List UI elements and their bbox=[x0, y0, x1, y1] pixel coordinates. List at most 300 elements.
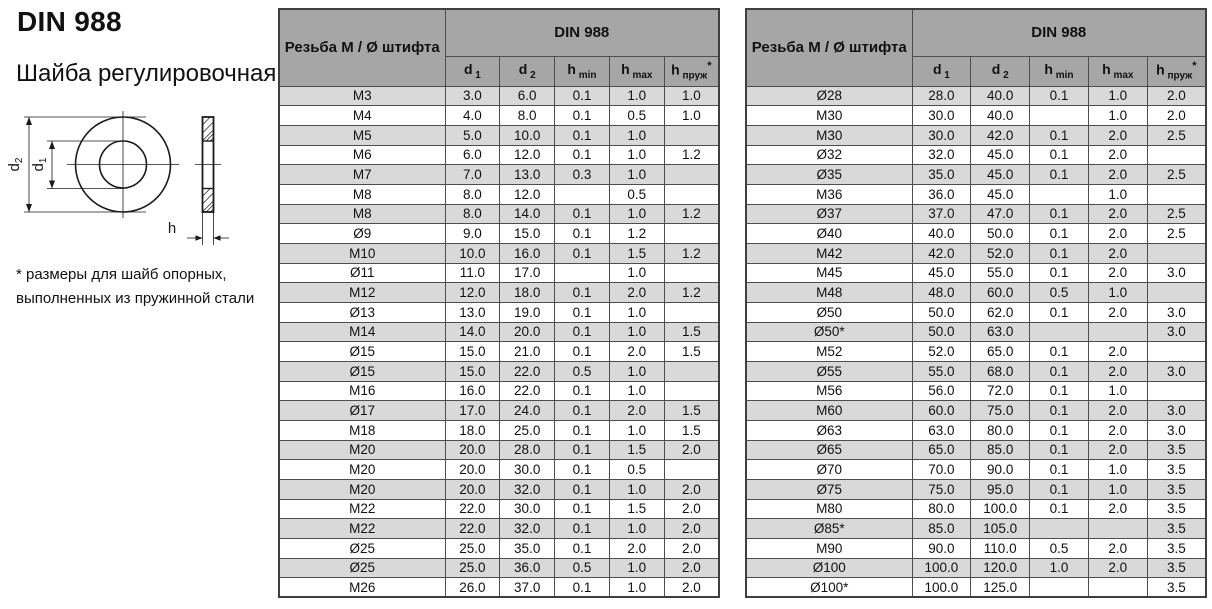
value-cell: 1.5 bbox=[664, 401, 719, 421]
thread-size-cell: Ø65 bbox=[746, 440, 912, 460]
thread-size-cell: M30 bbox=[746, 106, 912, 126]
table-row bbox=[279, 381, 719, 401]
value-cell: 0.1 bbox=[1030, 263, 1089, 283]
thread-size-cell: Ø28 bbox=[746, 86, 912, 106]
value-cell bbox=[1088, 322, 1147, 342]
value-cell: 30.0 bbox=[912, 125, 971, 145]
value-cell: 1.5 bbox=[664, 342, 719, 362]
value-cell: 2.0 bbox=[1088, 145, 1147, 165]
value-cell: 42.0 bbox=[912, 243, 971, 263]
value-cell: 22.0 bbox=[500, 361, 555, 381]
value-cell: 1.0 bbox=[609, 420, 664, 440]
value-cell: 2.0 bbox=[1088, 420, 1147, 440]
value-cell: 85.0 bbox=[912, 519, 971, 539]
value-cell bbox=[1147, 381, 1206, 401]
thread-size-cell: Ø11 bbox=[279, 263, 445, 283]
value-cell: 2.0 bbox=[1147, 86, 1206, 106]
value-cell: 3.5 bbox=[1147, 519, 1206, 539]
table-row bbox=[279, 322, 719, 342]
value-cell: 2.0 bbox=[1088, 538, 1147, 558]
thread-size-cell: Ø17 bbox=[279, 401, 445, 421]
value-cell bbox=[664, 165, 719, 185]
value-cell: 52.0 bbox=[912, 342, 971, 362]
thread-size-cell: M8 bbox=[279, 184, 445, 204]
value-cell: 0.1 bbox=[1030, 145, 1089, 165]
thread-size-cell: Ø63 bbox=[746, 420, 912, 440]
value-cell: 80.0 bbox=[971, 420, 1030, 440]
value-cell: 17.0 bbox=[500, 263, 555, 283]
value-cell: 20.0 bbox=[445, 460, 500, 480]
thread-size-cell: M4 bbox=[279, 106, 445, 126]
table-row bbox=[279, 558, 719, 578]
value-cell: 22.0 bbox=[500, 381, 555, 401]
value-cell: 1.0 bbox=[1088, 184, 1147, 204]
value-cell: 0.1 bbox=[555, 243, 610, 263]
value-cell: 0.5 bbox=[609, 184, 664, 204]
column-header-thread: Резьба М / Ø штифта bbox=[279, 9, 445, 86]
value-cell: 47.0 bbox=[971, 204, 1030, 224]
value-cell: 3.5 bbox=[1147, 460, 1206, 480]
value-cell: 2.0 bbox=[609, 283, 664, 303]
value-cell: 28.0 bbox=[500, 440, 555, 460]
thread-size-cell: Ø15 bbox=[279, 342, 445, 362]
value-cell bbox=[1147, 243, 1206, 263]
value-cell: 0.1 bbox=[555, 322, 610, 342]
value-cell: 11.0 bbox=[445, 263, 500, 283]
table-row bbox=[279, 283, 719, 303]
thread-size-cell: Ø13 bbox=[279, 302, 445, 322]
thread-size-cell: Ø40 bbox=[746, 224, 912, 244]
column-header-thread: Резьба М / Ø штифта bbox=[746, 9, 912, 86]
value-cell: 0.1 bbox=[1030, 361, 1089, 381]
value-cell: 1.0 bbox=[1088, 283, 1147, 303]
value-cell: 0.1 bbox=[1030, 499, 1089, 519]
value-cell: 75.0 bbox=[912, 479, 971, 499]
value-cell: 26.0 bbox=[445, 578, 500, 598]
value-cell: 2.5 bbox=[1147, 125, 1206, 145]
value-cell bbox=[664, 263, 719, 283]
value-cell: 3.5 bbox=[1147, 538, 1206, 558]
value-cell: 30.0 bbox=[500, 460, 555, 480]
value-cell: 0.1 bbox=[555, 283, 610, 303]
thread-size-cell: Ø37 bbox=[746, 204, 912, 224]
table-row bbox=[746, 106, 1206, 126]
table-row bbox=[279, 342, 719, 362]
value-cell: 1.0 bbox=[1088, 479, 1147, 499]
value-cell: 105.0 bbox=[971, 519, 1030, 539]
value-cell: 3.0 bbox=[1147, 361, 1206, 381]
table-row bbox=[746, 420, 1206, 440]
value-cell: 1.0 bbox=[1088, 106, 1147, 126]
value-cell: 80.0 bbox=[912, 499, 971, 519]
table-row bbox=[279, 125, 719, 145]
value-cell: 0.1 bbox=[1030, 479, 1089, 499]
table-row bbox=[746, 381, 1206, 401]
value-cell: 0.1 bbox=[555, 479, 610, 499]
table-row bbox=[746, 243, 1206, 263]
value-cell: 0.1 bbox=[1030, 224, 1089, 244]
table-row bbox=[279, 361, 719, 381]
table-row bbox=[279, 204, 719, 224]
table-row bbox=[279, 184, 719, 204]
value-cell: 2.5 bbox=[1147, 224, 1206, 244]
value-cell: 2.0 bbox=[664, 499, 719, 519]
value-cell: 2.0 bbox=[1088, 125, 1147, 145]
value-cell: 0.1 bbox=[1030, 401, 1089, 421]
value-cell: 17.0 bbox=[445, 401, 500, 421]
value-cell: 3.5 bbox=[1147, 578, 1206, 598]
value-cell: 2.0 bbox=[1088, 165, 1147, 185]
value-cell: 0.1 bbox=[555, 440, 610, 460]
value-cell: 65.0 bbox=[971, 342, 1030, 362]
value-cell: 0.1 bbox=[1030, 440, 1089, 460]
value-cell: 2.0 bbox=[1088, 204, 1147, 224]
thread-size-cell: M16 bbox=[279, 381, 445, 401]
value-cell: 0.1 bbox=[1030, 302, 1089, 322]
value-cell: 1.0 bbox=[609, 361, 664, 381]
value-cell: 0.1 bbox=[555, 302, 610, 322]
value-cell: 0.1 bbox=[555, 578, 610, 598]
column-header-h-min: h $_{min}$ bbox=[555, 56, 610, 86]
table-row bbox=[279, 578, 719, 598]
washer-technical-drawing bbox=[0, 105, 260, 260]
spec-table-left bbox=[278, 8, 720, 598]
table-row bbox=[279, 86, 719, 106]
value-cell: 12.0 bbox=[500, 184, 555, 204]
value-cell: 50.0 bbox=[912, 322, 971, 342]
value-cell: 32.0 bbox=[500, 479, 555, 499]
table-row bbox=[279, 420, 719, 440]
value-cell: 45.0 bbox=[912, 263, 971, 283]
value-cell bbox=[664, 125, 719, 145]
table-row bbox=[279, 460, 719, 480]
value-cell: 36.0 bbox=[500, 558, 555, 578]
value-cell: 0.5 bbox=[609, 460, 664, 480]
column-group-header-din988: DIN 988 bbox=[912, 9, 1206, 56]
value-cell: 2.5 bbox=[1147, 204, 1206, 224]
value-cell: 12.0 bbox=[500, 145, 555, 165]
value-cell: 6.0 bbox=[500, 86, 555, 106]
column-header-d2: d $_2$ bbox=[971, 56, 1030, 86]
value-cell: 10.0 bbox=[500, 125, 555, 145]
column-group-header-din988: DIN 988 bbox=[445, 9, 719, 56]
value-cell: 85.0 bbox=[971, 440, 1030, 460]
value-cell: 2.0 bbox=[664, 558, 719, 578]
value-cell: 15.0 bbox=[445, 342, 500, 362]
value-cell bbox=[1147, 283, 1206, 303]
value-cell: 0.1 bbox=[555, 499, 610, 519]
value-cell: 16.0 bbox=[500, 243, 555, 263]
value-cell: 2.0 bbox=[1088, 499, 1147, 519]
value-cell: 45.0 bbox=[971, 184, 1030, 204]
value-cell: 2.0 bbox=[1088, 263, 1147, 283]
table-row bbox=[746, 224, 1206, 244]
value-cell bbox=[1030, 184, 1089, 204]
value-cell: 1.0 bbox=[609, 125, 664, 145]
thread-size-cell: M20 bbox=[279, 460, 445, 480]
table-row bbox=[746, 519, 1206, 539]
value-cell: 0.1 bbox=[555, 381, 610, 401]
thread-size-cell: M22 bbox=[279, 519, 445, 539]
value-cell: 40.0 bbox=[912, 224, 971, 244]
value-cell: 0.1 bbox=[555, 106, 610, 126]
d2-label: $d_2$ bbox=[6, 157, 25, 172]
value-cell bbox=[664, 302, 719, 322]
table-row bbox=[279, 165, 719, 185]
spec-table-right bbox=[745, 8, 1207, 598]
value-cell: 1.0 bbox=[664, 86, 719, 106]
value-cell: 0.1 bbox=[555, 342, 610, 362]
table-row bbox=[746, 479, 1206, 499]
value-cell: 0.1 bbox=[1030, 381, 1089, 401]
thread-size-cell: Ø15 bbox=[279, 361, 445, 381]
thread-size-cell: M90 bbox=[746, 538, 912, 558]
thread-size-cell: M20 bbox=[279, 440, 445, 460]
table-row bbox=[746, 460, 1206, 480]
value-cell: 15.0 bbox=[500, 224, 555, 244]
value-cell: 0.5 bbox=[555, 558, 610, 578]
thread-size-cell: M45 bbox=[746, 263, 912, 283]
value-cell: 40.0 bbox=[971, 106, 1030, 126]
value-cell: 37.0 bbox=[500, 578, 555, 598]
value-cell: 0.1 bbox=[1030, 420, 1089, 440]
value-cell: 1.0 bbox=[609, 519, 664, 539]
thread-size-cell: Ø100 bbox=[746, 558, 912, 578]
table-row bbox=[746, 125, 1206, 145]
column-header-h-max: h $_{max}$ bbox=[1088, 56, 1147, 86]
value-cell: 1.0 bbox=[609, 322, 664, 342]
table-row bbox=[746, 145, 1206, 165]
thread-size-cell: M56 bbox=[746, 381, 912, 401]
d1-label: $d_1$ bbox=[30, 157, 49, 172]
table-row bbox=[746, 165, 1206, 185]
value-cell: 2.0 bbox=[1088, 302, 1147, 322]
value-cell: 55.0 bbox=[971, 263, 1030, 283]
value-cell: 2.0 bbox=[1088, 361, 1147, 381]
thread-size-cell: Ø35 bbox=[746, 165, 912, 185]
value-cell: 1.0 bbox=[609, 479, 664, 499]
value-cell: 72.0 bbox=[971, 381, 1030, 401]
value-cell: 32.0 bbox=[500, 519, 555, 539]
value-cell: 7.0 bbox=[445, 165, 500, 185]
thread-size-cell: M5 bbox=[279, 125, 445, 145]
value-cell: 28.0 bbox=[912, 86, 971, 106]
value-cell: 0.5 bbox=[1030, 283, 1089, 303]
value-cell bbox=[1030, 578, 1089, 598]
value-cell: 62.0 bbox=[971, 302, 1030, 322]
value-cell: 63.0 bbox=[971, 322, 1030, 342]
thread-size-cell: M6 bbox=[279, 145, 445, 165]
page-subtitle: Шайба регулировочная bbox=[16, 60, 277, 87]
table-row bbox=[279, 263, 719, 283]
column-header-d1: d $_1$ bbox=[912, 56, 971, 86]
value-cell: 18.0 bbox=[445, 420, 500, 440]
thread-size-cell: M3 bbox=[279, 86, 445, 106]
value-cell: 45.0 bbox=[971, 165, 1030, 185]
thread-size-cell: Ø32 bbox=[746, 145, 912, 165]
value-cell: 2.0 bbox=[1088, 342, 1147, 362]
table-row bbox=[279, 243, 719, 263]
value-cell: 2.0 bbox=[664, 479, 719, 499]
table-row bbox=[279, 479, 719, 499]
thread-size-cell: M10 bbox=[279, 243, 445, 263]
value-cell: 9.0 bbox=[445, 224, 500, 244]
table-row bbox=[279, 106, 719, 126]
value-cell: 0.1 bbox=[1030, 460, 1089, 480]
value-cell: 35.0 bbox=[912, 165, 971, 185]
value-cell: 100.0 bbox=[971, 499, 1030, 519]
thread-size-cell: M42 bbox=[746, 243, 912, 263]
value-cell: 22.0 bbox=[445, 499, 500, 519]
value-cell: 4.0 bbox=[445, 106, 500, 126]
thread-size-cell: Ø50* bbox=[746, 322, 912, 342]
value-cell: 32.0 bbox=[912, 145, 971, 165]
table-row bbox=[746, 86, 1206, 106]
value-cell: 20.0 bbox=[445, 479, 500, 499]
value-cell: 0.5 bbox=[1030, 538, 1089, 558]
value-cell: 2.5 bbox=[1147, 165, 1206, 185]
value-cell: 50.0 bbox=[912, 302, 971, 322]
value-cell: 0.1 bbox=[555, 460, 610, 480]
value-cell: 1.0 bbox=[609, 165, 664, 185]
value-cell bbox=[1147, 184, 1206, 204]
thread-size-cell: Ø70 bbox=[746, 460, 912, 480]
value-cell: 6.0 bbox=[445, 145, 500, 165]
table-row bbox=[279, 538, 719, 558]
value-cell: 13.0 bbox=[445, 302, 500, 322]
value-cell: 100.0 bbox=[912, 558, 971, 578]
value-cell: 0.5 bbox=[555, 361, 610, 381]
thread-size-cell: M48 bbox=[746, 283, 912, 303]
value-cell: 1.2 bbox=[664, 145, 719, 165]
value-cell: 2.0 bbox=[1088, 401, 1147, 421]
value-cell: 3.0 bbox=[1147, 420, 1206, 440]
value-cell: 0.1 bbox=[555, 538, 610, 558]
value-cell: 1.0 bbox=[609, 145, 664, 165]
value-cell: 3.0 bbox=[1147, 401, 1206, 421]
value-cell: 0.1 bbox=[1030, 204, 1089, 224]
value-cell: 3.5 bbox=[1147, 558, 1206, 578]
value-cell: 0.1 bbox=[1030, 86, 1089, 106]
thread-size-cell: M80 bbox=[746, 499, 912, 519]
table-row bbox=[279, 519, 719, 539]
value-cell: 110.0 bbox=[971, 538, 1030, 558]
value-cell: 68.0 bbox=[971, 361, 1030, 381]
value-cell: 1.2 bbox=[664, 243, 719, 263]
thread-size-cell: M8 bbox=[279, 204, 445, 224]
value-cell: 2.0 bbox=[609, 401, 664, 421]
table-row bbox=[746, 302, 1206, 322]
table-row bbox=[746, 322, 1206, 342]
value-cell: 15.0 bbox=[445, 361, 500, 381]
value-cell: 1.0 bbox=[664, 106, 719, 126]
value-cell: 0.5 bbox=[609, 106, 664, 126]
value-cell bbox=[1088, 578, 1147, 598]
value-cell: 19.0 bbox=[500, 302, 555, 322]
value-cell: 90.0 bbox=[971, 460, 1030, 480]
value-cell: 1.5 bbox=[609, 243, 664, 263]
value-cell: 0.1 bbox=[1030, 243, 1089, 263]
value-cell: 60.0 bbox=[971, 283, 1030, 303]
value-cell: 0.1 bbox=[555, 420, 610, 440]
value-cell: 1.0 bbox=[609, 263, 664, 283]
table-row bbox=[746, 184, 1206, 204]
table-row bbox=[279, 302, 719, 322]
value-cell: 8.0 bbox=[445, 204, 500, 224]
value-cell: 1.0 bbox=[1088, 86, 1147, 106]
value-cell: 1.5 bbox=[664, 322, 719, 342]
value-cell: 75.0 bbox=[971, 401, 1030, 421]
value-cell bbox=[664, 460, 719, 480]
value-cell: 1.5 bbox=[664, 420, 719, 440]
thread-size-cell: M26 bbox=[279, 578, 445, 598]
table-row bbox=[279, 224, 719, 244]
value-cell: 2.0 bbox=[609, 538, 664, 558]
value-cell: 2.0 bbox=[664, 519, 719, 539]
thread-size-cell: Ø100* bbox=[746, 578, 912, 598]
table-row bbox=[746, 538, 1206, 558]
value-cell: 30.0 bbox=[500, 499, 555, 519]
thread-size-cell: M30 bbox=[746, 125, 912, 145]
value-cell: 2.0 bbox=[1088, 224, 1147, 244]
hatch-bottom bbox=[203, 189, 214, 212]
column-header-h-max: h $_{max}$ bbox=[609, 56, 664, 86]
value-cell: 1.0 bbox=[1030, 558, 1089, 578]
thread-size-cell: M20 bbox=[279, 479, 445, 499]
column-header-d1: d $_1$ bbox=[445, 56, 500, 86]
footnote-line-1: * размеры для шайб опорных, bbox=[16, 266, 227, 283]
thread-size-cell: Ø9 bbox=[279, 224, 445, 244]
value-cell: 0.1 bbox=[1030, 342, 1089, 362]
value-cell: 0.1 bbox=[1030, 125, 1089, 145]
value-cell: 13.0 bbox=[500, 165, 555, 185]
table-row bbox=[279, 440, 719, 460]
value-cell bbox=[555, 184, 610, 204]
thread-size-cell: M12 bbox=[279, 283, 445, 303]
value-cell bbox=[664, 381, 719, 401]
thread-size-cell: M14 bbox=[279, 322, 445, 342]
value-cell: 1.0 bbox=[609, 558, 664, 578]
value-cell: 1.0 bbox=[1088, 460, 1147, 480]
value-cell: 2.0 bbox=[1088, 558, 1147, 578]
table-row bbox=[279, 401, 719, 421]
thread-size-cell: Ø75 bbox=[746, 479, 912, 499]
value-cell: 8.0 bbox=[500, 106, 555, 126]
value-cell: 55.0 bbox=[912, 361, 971, 381]
value-cell: 3.0 bbox=[1147, 263, 1206, 283]
value-cell: 3.0 bbox=[1147, 322, 1206, 342]
value-cell: 45.0 bbox=[971, 145, 1030, 165]
value-cell: 1.5 bbox=[609, 499, 664, 519]
value-cell: 20.0 bbox=[445, 440, 500, 460]
value-cell: 1.0 bbox=[1088, 381, 1147, 401]
column-header-h-min: h $_{min}$ bbox=[1030, 56, 1089, 86]
value-cell: 25.0 bbox=[445, 558, 500, 578]
thread-size-cell: Ø55 bbox=[746, 361, 912, 381]
column-header-h-pruzh: h $_{пруж}$* bbox=[664, 56, 719, 86]
value-cell: 18.0 bbox=[500, 283, 555, 303]
value-cell: 37.0 bbox=[912, 204, 971, 224]
value-cell: 16.0 bbox=[445, 381, 500, 401]
value-cell: 0.1 bbox=[555, 204, 610, 224]
value-cell: 1.2 bbox=[664, 204, 719, 224]
value-cell: 5.0 bbox=[445, 125, 500, 145]
table-row bbox=[746, 204, 1206, 224]
value-cell bbox=[1030, 322, 1089, 342]
value-cell: 14.0 bbox=[445, 322, 500, 342]
thread-size-cell: M36 bbox=[746, 184, 912, 204]
page-title: DIN 988 bbox=[17, 6, 122, 37]
